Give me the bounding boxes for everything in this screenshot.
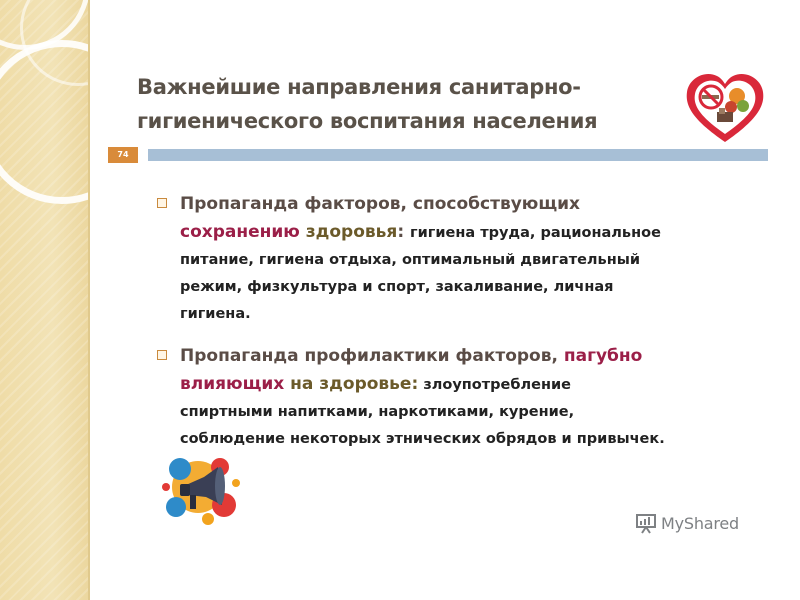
bullet-text-segment: питание, гигиена отдыха, оптимальный двигательный xyxy=(180,252,641,268)
bullet-square-icon xyxy=(157,198,167,208)
heart-no-smoking-logo-icon xyxy=(683,70,767,146)
presentation-icon xyxy=(635,512,657,534)
bullet-text-segment: сохранению xyxy=(180,222,306,242)
bullet-text-segment: на здоровье: xyxy=(290,374,419,394)
bullet-text-segment: пагубно xyxy=(563,346,643,366)
bullet-text-segment: Пропаганда факторов, способствующих xyxy=(180,194,580,214)
bullet-line xyxy=(180,190,730,218)
bullet-text-segment: : xyxy=(397,222,411,242)
bullet-line xyxy=(180,426,730,453)
megaphone-splash-icon xyxy=(158,447,248,532)
bullet-line xyxy=(180,342,730,370)
myshared-watermark[interactable] xyxy=(635,510,739,536)
slide-title-line: гигиенического воспитания населения xyxy=(137,109,598,133)
bullet-list xyxy=(155,190,730,467)
bullet-item xyxy=(155,342,730,453)
bullet-line xyxy=(180,399,730,426)
bullet-text-segment: гигиена. xyxy=(180,306,251,322)
bullet-line xyxy=(180,274,730,301)
bullet-line xyxy=(180,218,730,247)
bullet-line xyxy=(180,301,730,328)
bullet-line xyxy=(180,370,730,399)
page-number-badge: 74 xyxy=(108,147,138,163)
bullet-text-segment: спиртными напитками, наркотиками, курение, xyxy=(180,404,575,420)
divider-rule xyxy=(148,149,768,161)
bullet-line xyxy=(180,247,730,274)
decorative-side-band xyxy=(0,0,90,600)
bullet-square-icon xyxy=(157,350,167,360)
bullet-text-segment: влияющих xyxy=(180,374,291,394)
bullet-text-segment: режим, физкультура и спорт, закаливание, личная xyxy=(180,279,614,295)
bullet-text-segment: здоровья xyxy=(305,222,398,242)
bullet-text-segment: злоупотребление xyxy=(418,377,571,393)
watermark-text: MyShared xyxy=(661,513,740,533)
bullet-text-segment: соблюдение некоторых этнических обрядов и привычек. xyxy=(180,431,665,447)
title-divider xyxy=(108,147,768,163)
bullet-text-segment: Пропаганда профилактики факторов, xyxy=(180,346,564,366)
bullet-item xyxy=(155,190,730,328)
bullet-text-segment: гигиена труда, рациональное xyxy=(410,225,661,241)
slide-title-line: Важнейшие направления санитарно- xyxy=(137,75,581,99)
slide-title xyxy=(137,70,657,138)
